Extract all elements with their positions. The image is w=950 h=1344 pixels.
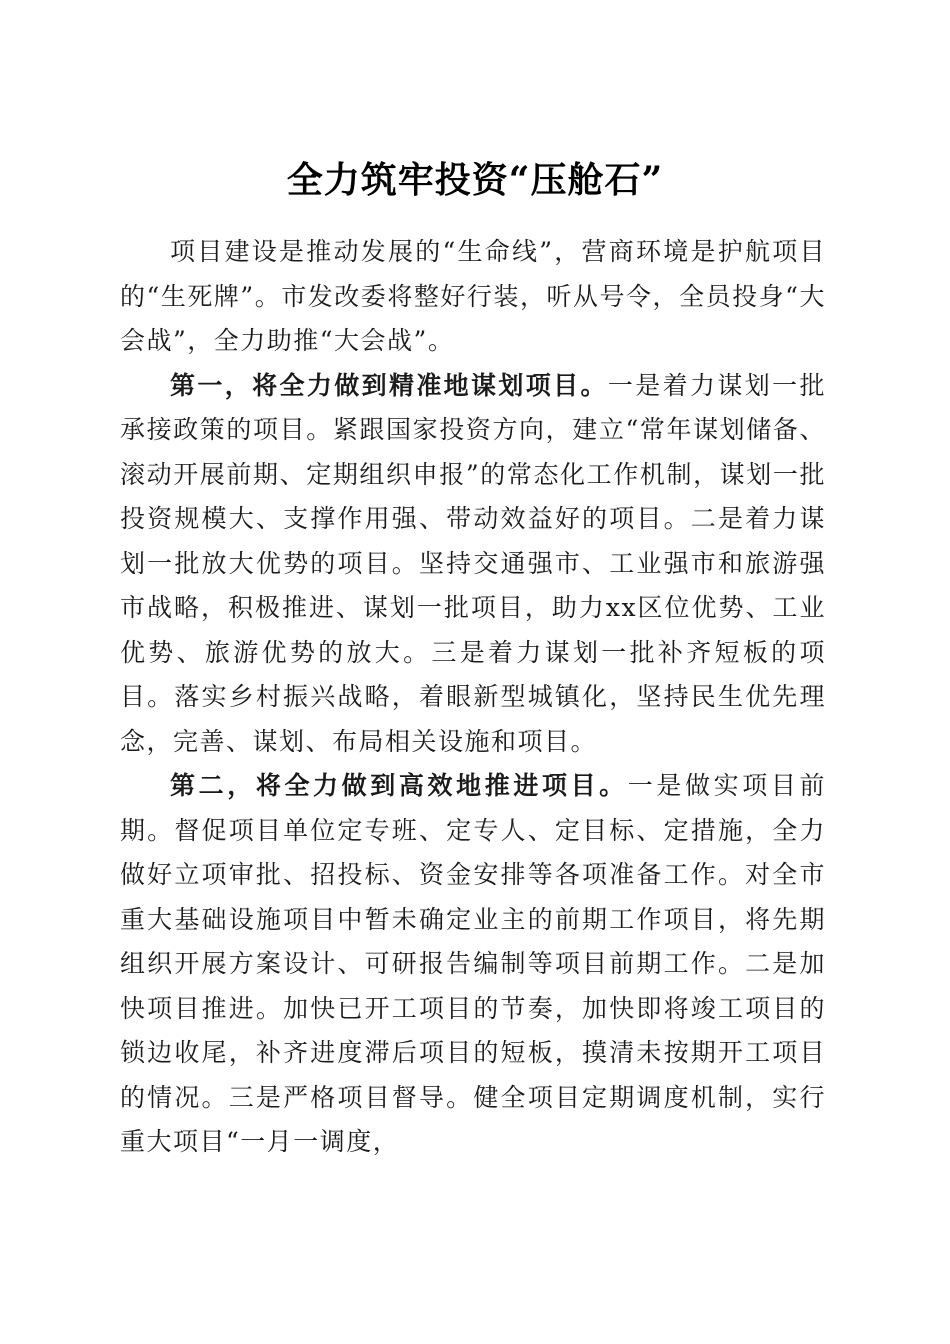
paragraph-first bbox=[120, 364, 826, 765]
paragraph-second bbox=[120, 764, 826, 1165]
paragraph-lead: 第一，将全力做到精准地谋划项目。 bbox=[170, 370, 608, 400]
paragraph-intro bbox=[120, 230, 826, 364]
paragraph-lead: 第二，将全力做到高效地推进项目。 bbox=[170, 771, 628, 800]
document-body bbox=[120, 230, 826, 1165]
paragraph-text: 一是做实项目前期。督促项目单位定专班、定专人、定目标、定措施，全力做好立项审批、招投标、资金安排等各项准备工作。对全市重大基础设施项目中暂未确定业主的前期工作项目，将先期组织开展方案设计、可研报告编制等项目前期工作。二是加快项目推进。加快已开工项目的节奏，加快即将竣工项目的锁边收尾，补齐进度滞后项目的短板，摸清未按期开工项目的情况。三是严格项目督导。健全项目定期调度机制，实行重大项目“一月一调度， bbox=[120, 771, 826, 1156]
paragraph-text: 项目建设是推动发展的“生命线”，营商环境是护航项目的“生死牌”。市发改委将整好行装，听从号令，全员投身“大会战”，全力助推“大会战”。 bbox=[120, 237, 826, 355]
paragraph-text: 一是着力谋划一批承接政策的项目。紧跟国家投资方向，建立“常年谋划储备、滚动开展前期、定期组织申报”的常态化工作机制，谋划一批投资规模大、支撑作用强、带动效益好的项目。二是着力谋划一批放大优势的项目。坚持交通强市、工业强市和旅游强市战略，积极推进、谋划一批项目，助力xx区位优势、工业优势、旅游优势的放大。三是着力谋划一批补齐短板的项目。落实乡村振兴战略，着眼新型城镇化，坚持民生优先理念，完善、谋划、布局相关设施和项目。 bbox=[120, 370, 826, 756]
document-title: 全力筑牢投资“压舱石” bbox=[286, 159, 664, 202]
